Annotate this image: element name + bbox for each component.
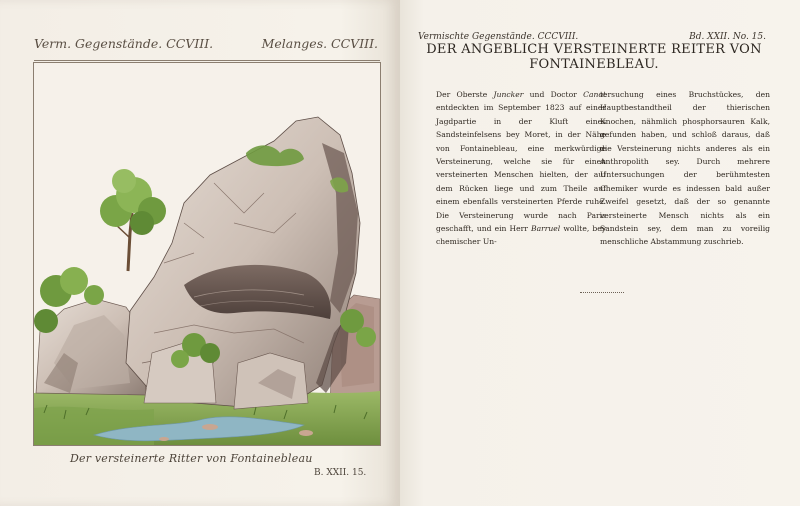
article-column-2: tersuchung eines Bruchstückes, den Hauptbestandtheil der thierischen Knochen, nähmlich phosphorsauren Kalk, gefunden haben, und schloß daraus, daß die Versteinerung nichts anderes als ein Anthropolith sey. Durch mehrere Untersuchungen der berühmtesten Chemiker wurde es indessen bald außer Zweifel gesetzt, daß der so genannte versteinerte Mensch nichts als ein Sandstein sey, dem man zu voreilig menschliche Abstammung zuschrieb. <box>600 90 770 247</box>
person-name: Juncker <box>493 90 524 99</box>
plate-caption: Der versteinerte Ritter von Fontainebleau <box>70 452 313 465</box>
plate-header-left: Verm. Gegenstände. CCVIII. <box>34 36 214 51</box>
article-title: DER ANGEBLICH VERSTEINERTE REITER VON FONTAINEBLEAU. <box>426 42 762 72</box>
text-run: er Oberste <box>442 90 494 99</box>
engraving-illustration <box>33 62 381 446</box>
running-head-left: Vermischte Gegenstände. CCCVIII. <box>418 32 579 42</box>
running-head-right: Bd. XXII. No. 15. <box>689 32 766 42</box>
text-run: und Doctor <box>523 90 584 99</box>
end-ornament <box>580 292 624 294</box>
text-run: entdeckten im September 1823 auf einer Jagdpartie in der Kluft eines Sandsteinfelsens bey Moret, in der Nähe von Fontainebleau, eine merkwürdige Versteinerung, welche sie für einen versteinerten Menschen hielten, der auf dem Rücken liege und zum Theile auf einem ebenfalls versteinerten Pferde ruhe. Die Versteinerung wurde nach Paris geschafft, und ein Herr <box>436 103 606 234</box>
article-column-1 <box>436 88 606 249</box>
person-name: Barruel <box>531 224 561 234</box>
person-name: Canot <box>583 90 606 99</box>
plate-header-right: Melanges. CCVIII. <box>261 36 378 51</box>
plate-header <box>34 32 378 54</box>
plate-number: B. XXII. 15. <box>314 468 367 478</box>
text-run: wollte, bey chemischer Un- <box>436 224 606 247</box>
rock-landscape-illustration <box>34 63 380 445</box>
plate-rule <box>34 60 380 61</box>
text-page <box>400 0 800 506</box>
drop-initial: D <box>436 90 443 99</box>
